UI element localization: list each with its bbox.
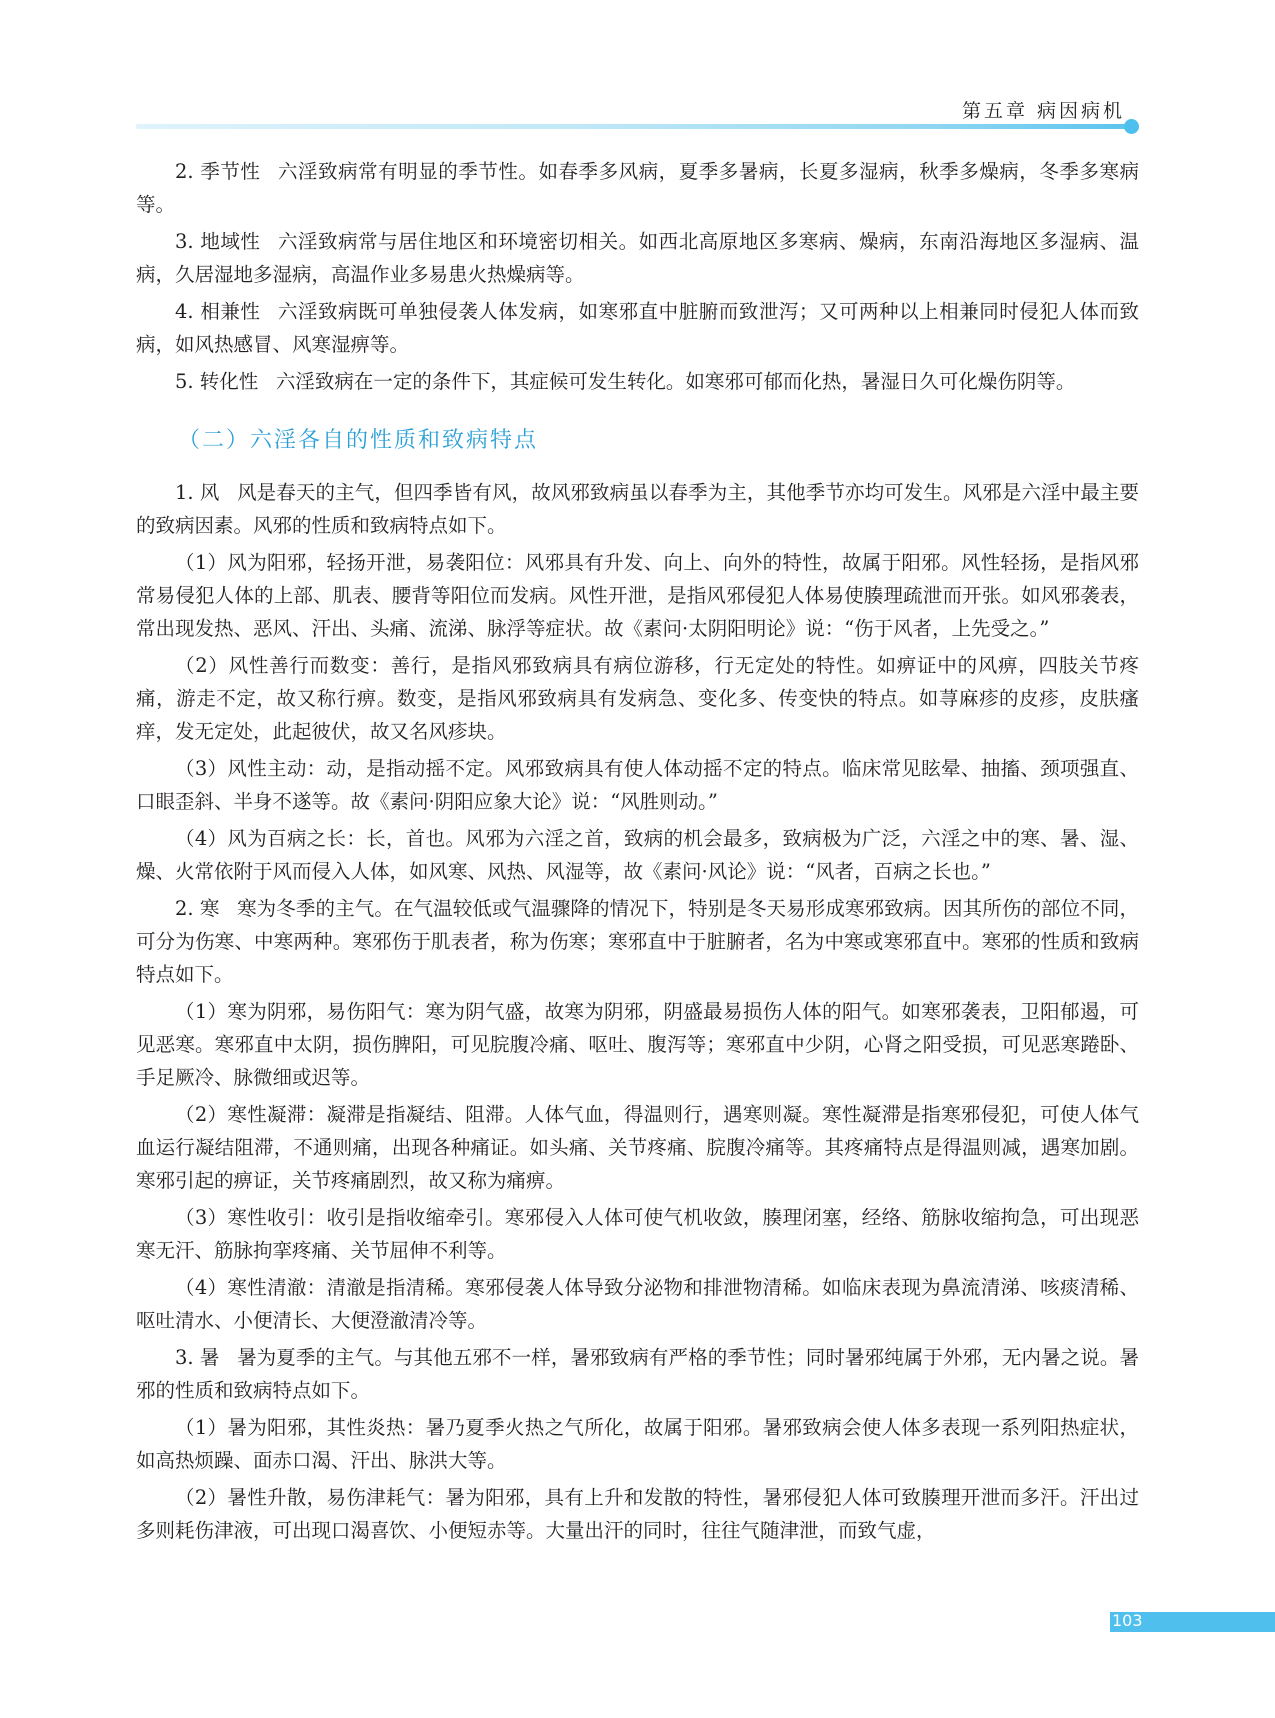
paragraph-text: （2）暑性升散，易伤津耗气：暑为阳邪，具有上升和发散的特性，暑邪侵犯人体可致腠理开泄而多汗。汗出过多则耗伤津液，可出现口渴喜饮、小便短赤等。大量出汗的同时，往往气随津泄，而致气虚， [136, 1486, 1139, 1542]
paragraph-text: （4）寒性清澈：清澈是指清稀。寒邪侵袭人体导致分泌物和排泄物清稀。如临床表现为鼻流清涕、咳痰清稀、呕吐清水、小便清长、大便澄澈清冷等。 [136, 1276, 1139, 1332]
page-body [136, 155, 1139, 1551]
paragraph-text: （2）寒性凝滞：凝滞是指凝结、阻滞。人体气血，得温则行，遇寒则凝。寒性凝滞是指寒邪侵犯，可使人体气血运行凝结阻滞，不通则痛，出现各种痛证。如头痛、关节疼痛、脘腹冷痛等。其疼痛特点是得温则减，遇寒加剧。寒邪引起的痹证，关节疼痛剧烈，故又称为痛痹。 [136, 1103, 1139, 1192]
paragraph [136, 225, 1139, 291]
paragraph [136, 1201, 1139, 1267]
paragraph [136, 1341, 1139, 1407]
paragraph [136, 752, 1139, 818]
paragraph-text: （3）寒性收引：收引是指收缩牵引。寒邪侵入人体可使气机收敛，腠理闭塞，经络、筋脉收缩拘急，可出现恶寒无汗、筋脉拘挛疼痛、关节屈伸不利等。 [136, 1206, 1139, 1262]
paragraph [136, 649, 1139, 748]
paragraph-text: （2）风性善行而数变：善行，是指风邪致病具有病位游移，行无定处的特性。如痹证中的风痹，四肢关节疼痛，游走不定，故又称行痹。数变，是指风邪致病具有发病急、变化多、传变快的特点。如荨麻疹的皮疹，皮肤瘙痒，发无定处，此起彼伏，故又名风疹块。 [136, 654, 1139, 743]
header-rule [136, 124, 1130, 129]
paragraph [136, 1271, 1139, 1337]
paragraph-lead: 1. 风 [175, 481, 220, 504]
paragraph-text: （3）风性主动：动，是指动摇不定。风邪致病具有使人体动摇不定的特点。临床常见眩晕、抽搐、颈项强直、口眼歪斜、半身不遂等。故《素问·阴阳应象大论》说：“风胜则动。” [136, 757, 1139, 813]
paragraph [136, 546, 1139, 645]
paragraph-text: 六淫致病常与居住地区和环境密切相关。如西北高原地区多寒病、燥病，东南沿海地区多湿病、温病，久居湿地多湿病，高温作业多易患火热燥病等。 [136, 230, 1139, 286]
paragraph-text: 六淫致病既可单独侵袭人体发病，如寒邪直中脏腑而致泄泻；又可两种以上相兼同时侵犯人体而致病，如风热感冒、风寒湿痹等。 [136, 300, 1139, 356]
paragraph [136, 822, 1139, 888]
running-head: 第五章 病因病机 [961, 100, 1125, 122]
paragraph [136, 1098, 1139, 1197]
paragraph-text: （1）风为阳邪，轻扬开泄，易袭阳位：风邪具有升发、向上、向外的特性，故属于阳邪。风性轻扬，是指风邪常易侵犯人体的上部、肌表、腰背等阳位而发病。风性开泄，是指风邪侵犯人体易使腠理疏泄而开张。如风邪袭表，常出现发热、恶风、汗出、头痛、流涕、脉浮等症状。故《素问·太阴阳明论》说：“伤于风者，上先受之。” [136, 551, 1139, 640]
paragraph-text: （4）风为百病之长：长，首也。风邪为六淫之首，致病的机会最多，致病极为广泛，六淫之中的寒、暑、湿、燥、火常依附于风而侵入人体，如风寒、风热、风湿等，故《素问·风论》说：“风者，百病之长也。” [136, 827, 1139, 883]
paragraph-text: 六淫致病在一定的条件下，其症候可发生转化。如寒邪可郁而化热，暑湿日久可化燥伤阴等。 [275, 370, 1076, 393]
page-number: 103 [1112, 1611, 1143, 1630]
paragraph [136, 1411, 1139, 1477]
paragraph-text: 风是春天的主气，但四季皆有风，故风邪致病虽以春季为主，其他季节亦均可发生。风邪是六淫中最主要的致病因素。风邪的性质和致病特点如下。 [136, 481, 1139, 537]
paragraph [136, 995, 1139, 1094]
paragraph [136, 295, 1139, 361]
paragraphs-top [136, 155, 1139, 398]
paragraph [136, 365, 1139, 398]
paragraph-text: 暑为夏季的主气。与其他五邪不一样，暑邪致病有严格的季节性；同时暑邪纯属于外邪，无内暑之说。暑邪的性质和致病特点如下。 [136, 1346, 1139, 1402]
paragraph-lead: 4. 相兼性 [175, 300, 261, 323]
paragraph-lead: 2. 寒 [175, 897, 220, 920]
header-rule-dot [1124, 119, 1139, 134]
paragraph [136, 155, 1139, 221]
paragraph-text: （1）暑为阳邪，其性炎热：暑乃夏季火热之气所化，故属于阳邪。暑邪致病会使人体多表现一系列阳热症状，如高热烦躁、面赤口渴、汗出、脉洪大等。 [136, 1416, 1139, 1472]
paragraphs-main [136, 476, 1139, 1547]
paragraph [136, 892, 1139, 991]
paragraph-text: （1）寒为阴邪，易伤阳气：寒为阴气盛，故寒为阴邪，阴盛最易损伤人体的阳气。如寒邪袭表，卫阳郁遏，可见恶寒。寒邪直中太阴，损伤脾阳，可见脘腹冷痛、呕吐、腹泻等；寒邪直中少阴，心肾之阳受损，可见恶寒踡卧、手足厥冷、脉微细或迟等。 [136, 1000, 1139, 1089]
paragraph-lead: 5. 转化性 [175, 370, 259, 393]
paragraph-lead: 2. 季节性 [175, 160, 261, 183]
paragraph [136, 476, 1139, 542]
paragraph-text: 六淫致病常有明显的季节性。如春季多风病，夏季多暑病，长夏多湿病，秋季多燥病，冬季多寒病等。 [136, 160, 1139, 216]
paragraph-lead: 3. 暑 [175, 1346, 220, 1369]
paragraph-text: 寒为冬季的主气。在气温较低或气温骤降的情况下，特别是冬天易形成寒邪致病。因其所伤的部位不同，可分为伤寒、中寒两种。寒邪伤于肌表者，称为伤寒；寒邪直中于脏腑者，名为中寒或寒邪直中。寒邪的性质和致病特点如下。 [136, 897, 1139, 986]
section-heading: （二）六淫各自的性质和致病特点 [178, 428, 539, 453]
paragraph-lead: 3. 地域性 [175, 230, 261, 253]
paragraph [136, 1481, 1139, 1547]
